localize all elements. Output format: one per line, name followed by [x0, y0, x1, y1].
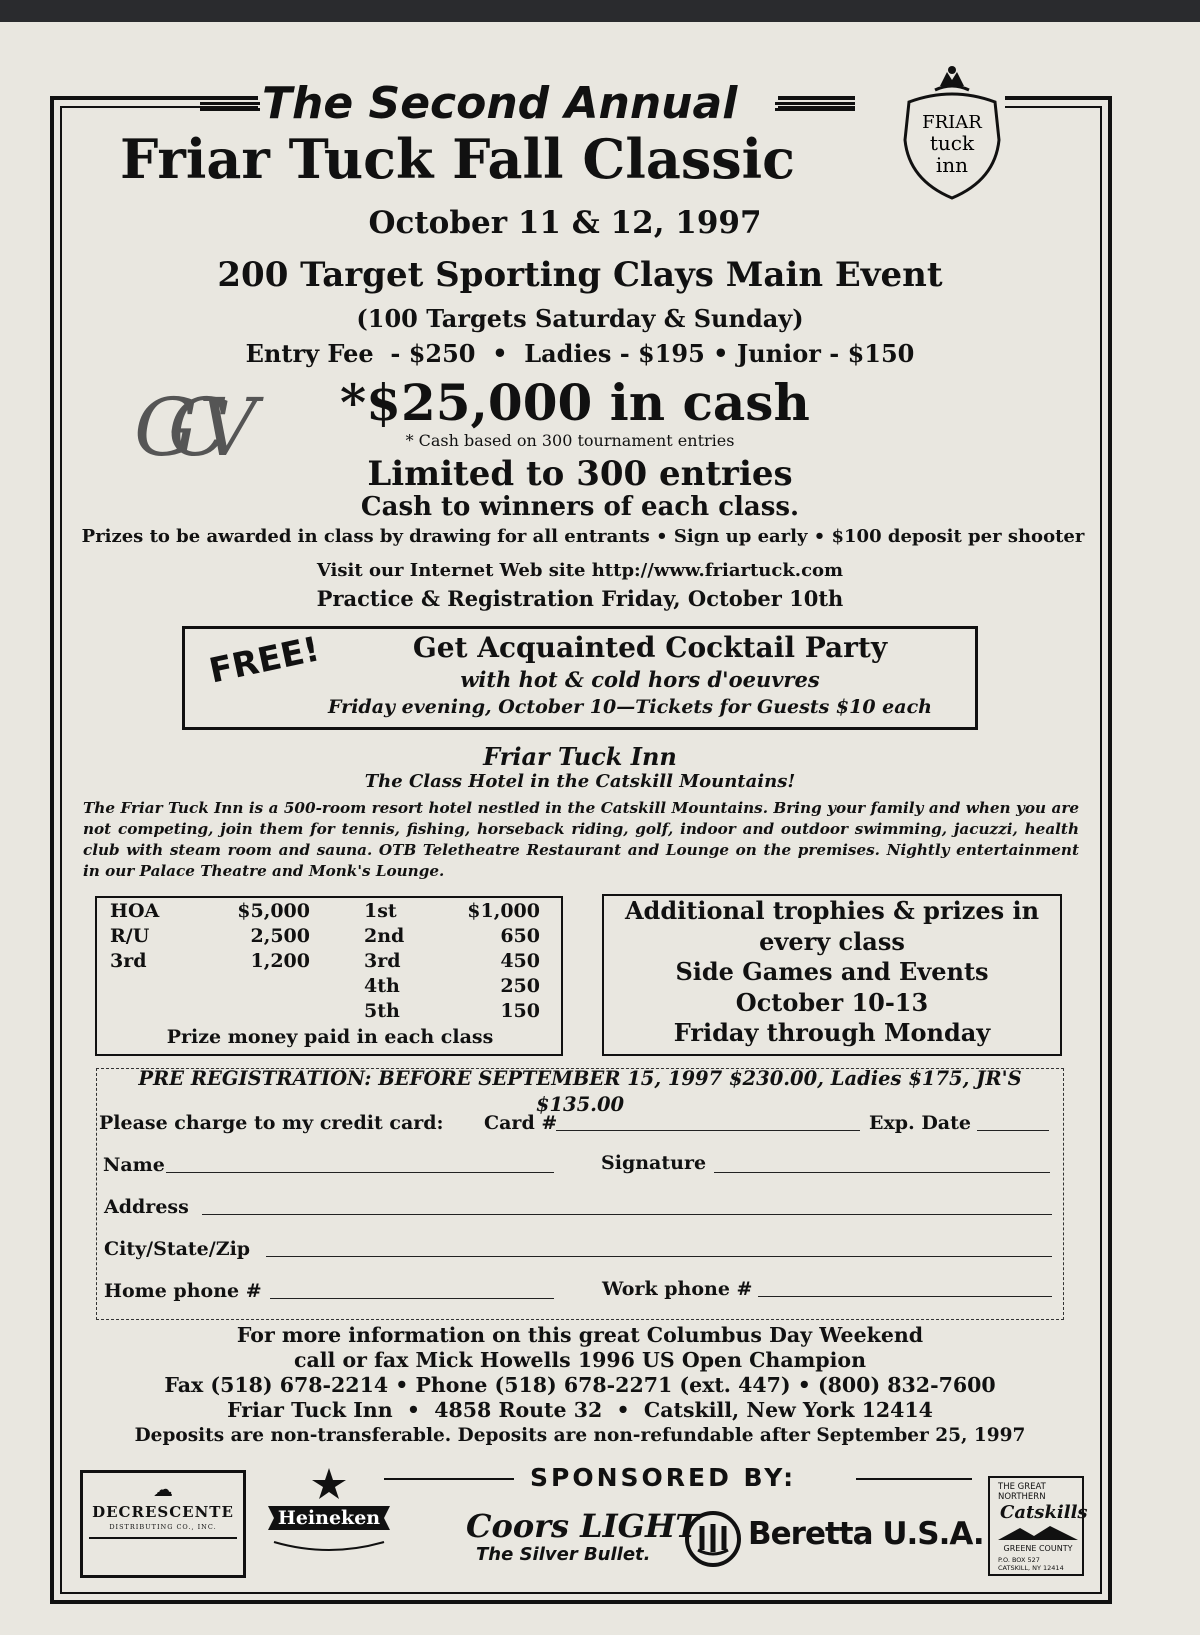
- prize-row: [364, 999, 540, 1024]
- cash-footnote: * Cash based on 300 tournament entries: [405, 431, 735, 450]
- hotel-description: The Friar Tuck Inn is a 500-room resort hotel nestled in the Catskill Mountains. Bring your family and when you are not competing, join them for tennis, fishing, horseback riding, golf, indoor and outdoor swimming, jacuzzi, health club with steam room and sauna. OTB Teletheatre Restaurant and Lounge on the premises. Nightly entertainment in our Palace Theatre and Monk's Lounge.: [83, 799, 1079, 880]
- entry-fees: Entry Fee - $250 • Ladies - $195 • Junior - $150: [245, 339, 915, 368]
- prize-table-left: [110, 899, 310, 974]
- hotel-tagline: The Class Hotel in the Catskill Mountains!: [364, 771, 796, 792]
- home-phone-label: Home phone #: [104, 1280, 262, 1302]
- sponsor-rule-right: [856, 1478, 972, 1480]
- decrescente-logo: [80, 1470, 246, 1578]
- prize-amount: 150: [500, 1000, 540, 1022]
- contact-line: Fax (518) 678-2214 • Phone (518) 678-2271 (ext. 447) • (800) 832-7600: [164, 1373, 996, 1397]
- coors-logo: Coors LIGHT: [466, 1507, 700, 1545]
- contact-line: Deposits are non-transferable. Deposits are non-refundable after September 25, 1997: [134, 1425, 1026, 1446]
- extras-line: Side Games and Events: [675, 957, 989, 986]
- prize-amount: 650: [500, 925, 540, 947]
- decrescente-sub: DISTRIBUTING CO., INC.: [109, 1523, 217, 1531]
- prize-place: R/U: [110, 925, 150, 947]
- contact-block: [80, 1323, 1080, 1448]
- main-title: Friar Tuck Fall Classic: [120, 127, 796, 191]
- prize-amount: $1,000: [467, 900, 540, 922]
- header-rule-left-2: [200, 108, 260, 111]
- coors-tagline: The Silver Bullet.: [476, 1544, 651, 1565]
- prize-amount: 2,500: [250, 925, 310, 947]
- card-number-field[interactable]: [556, 1130, 860, 1131]
- cash-headline: *$25,000 in cash: [340, 373, 810, 432]
- contact-line: Friar Tuck Inn • 4858 Route 32 • Catskill, New York 12414: [227, 1398, 933, 1422]
- extras-text: [606, 896, 1058, 1049]
- header-rule-right: [775, 102, 855, 105]
- extras-line: Additional trophies & prizes in: [624, 896, 1040, 925]
- decrescente-name: DECRESCENTE: [92, 1503, 234, 1521]
- free-badge: FREE!: [205, 629, 324, 692]
- cash-winners: Cash to winners of each class.: [360, 492, 800, 522]
- prize-amount: 1,200: [250, 950, 310, 972]
- prize-row: [110, 924, 310, 949]
- targets-note: (100 Targets Saturday & Sunday): [356, 304, 804, 333]
- friar-tuck-crest-icon: [895, 62, 1009, 212]
- signature-field[interactable]: [714, 1172, 1050, 1173]
- prize-place: 3rd: [364, 950, 401, 972]
- address-label: Address: [104, 1196, 189, 1218]
- limited-entries: Limited to 300 entries: [367, 454, 793, 494]
- prize-row: [110, 899, 310, 924]
- prize-row: [364, 949, 540, 974]
- catskills-name: Catskills: [1000, 1502, 1088, 1523]
- hotel-name: Friar Tuck Inn: [483, 742, 677, 771]
- mountain-icon: [998, 1526, 1078, 1540]
- prize-row: [110, 949, 310, 974]
- practice-registration: Practice & Registration Friday, October 10th: [316, 586, 844, 611]
- extras-line: every class: [759, 926, 905, 956]
- prize-place: HOA: [110, 900, 160, 922]
- beretta-emblem-icon: [684, 1510, 742, 1568]
- party-details: Friday evening, October 10—Tickets for Guests $10 each: [328, 696, 932, 718]
- city-label: City/State/Zip: [104, 1238, 251, 1260]
- header-rule-right-2: [775, 108, 855, 111]
- catskills-addr1: P.O. BOX 527: [998, 1556, 1040, 1564]
- heineken-name: Heineken: [277, 1507, 381, 1529]
- exp-date-field[interactable]: [977, 1130, 1049, 1131]
- sponsor-rule-left: [384, 1478, 514, 1480]
- catskills-addr2: CATSKILL, NY 12414: [998, 1564, 1064, 1572]
- prizes-line: Prizes to be awarded in class by drawing for all entrants • Sign up early • $100 deposit per shooter: [81, 526, 1085, 547]
- logo-line-1: FRIAR: [922, 112, 982, 133]
- prize-place: 4th: [364, 975, 400, 997]
- gcv-monogram: GCV: [134, 381, 227, 474]
- party-title: Get Acquainted Cocktail Party: [412, 631, 888, 664]
- prize-table-right: [364, 899, 540, 1024]
- prize-place: 5th: [364, 1000, 400, 1022]
- pre-registration: PRE REGISTRATION: BEFORE SEPTEMBER 15, 1997 $230.00, Ladies $175, JR'S $135.00: [138, 1067, 1022, 1116]
- logo-line-3: inn: [935, 153, 969, 177]
- header-rule-left: [200, 102, 260, 105]
- prize-amount: 450: [500, 950, 540, 972]
- prize-row: [364, 899, 540, 924]
- divider: [89, 1537, 237, 1539]
- work-phone-field[interactable]: [758, 1296, 1052, 1297]
- name-label: Name: [103, 1154, 165, 1176]
- exp-label: Exp. Date: [869, 1112, 971, 1134]
- logo-line-2: tuck: [929, 131, 975, 155]
- catskills-county: GREENE COUNTY: [1003, 1544, 1073, 1553]
- prize-amount: $5,000: [237, 900, 310, 922]
- prize-footer: Prize money paid in each class: [166, 1026, 494, 1048]
- catskills-logo: [988, 1476, 1088, 1576]
- prize-place: 2nd: [364, 925, 405, 947]
- event-dates: October 11 & 12, 1997: [368, 205, 762, 241]
- main-event: 200 Target Sporting Clays Main Event: [217, 255, 943, 295]
- work-phone-label: Work phone #: [602, 1278, 753, 1300]
- prize-place: 3rd: [110, 950, 147, 972]
- charge-label: Please charge to my credit card:: [99, 1112, 444, 1134]
- address-field[interactable]: [202, 1214, 1052, 1215]
- beretta-name: Beretta U.S.A.: [748, 1516, 984, 1552]
- star-icon: [312, 1468, 346, 1499]
- city-state-zip-field[interactable]: [266, 1256, 1052, 1257]
- party-subtitle: with hot & cold hors d'oeuvres: [460, 667, 820, 692]
- contact-line: call or fax Mick Howells 1996 US Open Champion: [293, 1348, 867, 1372]
- signature-label: Signature: [601, 1152, 707, 1174]
- sponsored-by: SPONSORED BY:: [530, 1463, 797, 1492]
- prize-place: 1st: [364, 900, 397, 922]
- prize-amount: 250: [500, 975, 540, 997]
- prize-row: [364, 924, 540, 949]
- kicker: The Second Annual: [262, 78, 738, 129]
- website-link[interactable]: Visit our Internet Web site http://www.friartuck.com: [316, 560, 844, 581]
- chef-hat-icon: ☁: [153, 1477, 173, 1501]
- contact-line: For more information on this great Columbus Day Weekend: [236, 1323, 924, 1347]
- prize-row: [364, 974, 540, 999]
- extras-line: October 10-13: [735, 987, 929, 1017]
- home-phone-field[interactable]: [270, 1298, 554, 1299]
- name-field[interactable]: [166, 1172, 554, 1173]
- scan-top-band: [0, 0, 1200, 22]
- extras-line: Friday through Monday: [673, 1018, 991, 1047]
- card-label: Card #: [484, 1112, 558, 1134]
- catskills-top: THE GREAT NORTHERN: [998, 1482, 1046, 1502]
